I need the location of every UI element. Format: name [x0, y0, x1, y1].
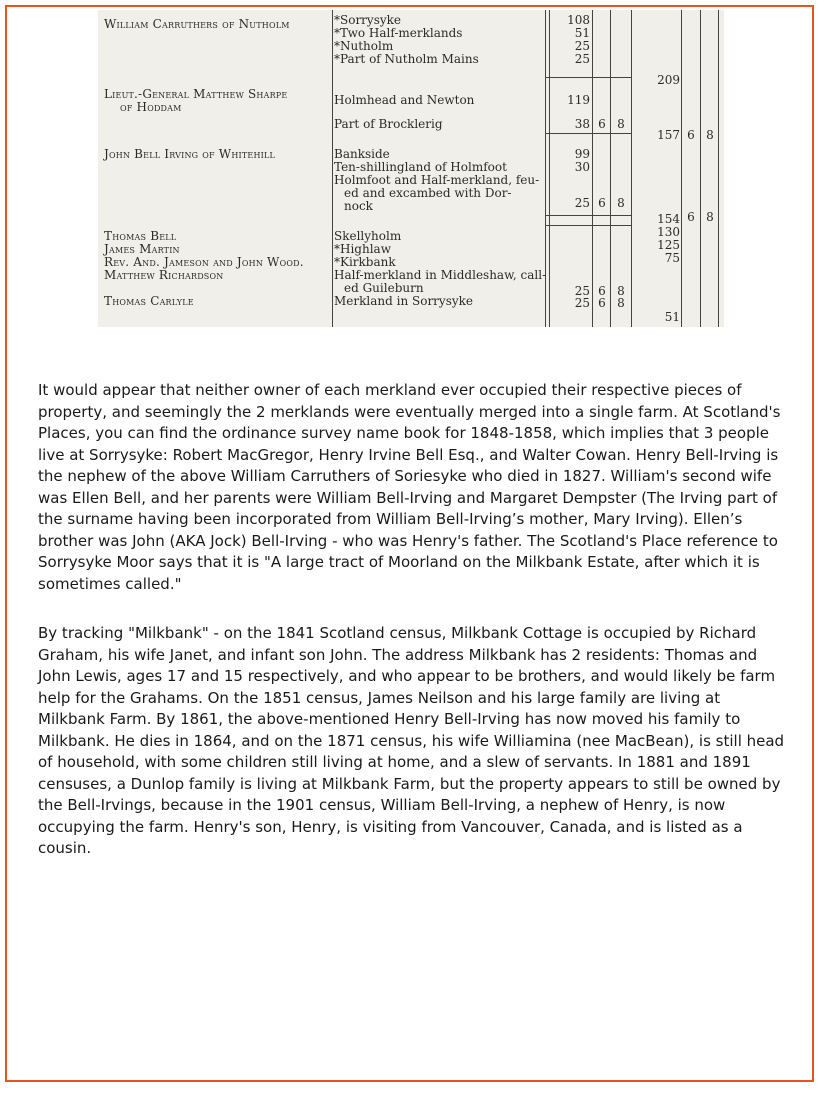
- acre-value: 30: [574, 160, 590, 174]
- body-paragraph: By tracking "Milkbank" - on the 1841 Scotland census, Milkbank Cottage is occupied by Richard Graham, his wife Janet, and infant son John. The address Milkbank has 2 residents: Thomas and John Lewis, ages 17 and 15 respectively, and who appear to be brothers, and would likely be farm help for the Grahams. On the 1851 census, James Neilson and his large family are living at Milkbank Farm. By 1861, the above-mentioned Henry Bell-Irving has now moved his family to Milkbank. He dies in 1864, and on the 1871 census, his wife Williamina (nee MacBean), is still head of household, with some children still living at home, and a slew of servants. In 1881 and 1891 censuses, a Dunlop family is living at Milkbank Farm, but the property appears to still be owned by the Bell-Irvings, because in the 1901 census, William Bell-Irving, a nephew of Henry, is now occupying the farm. Henry's son, Henry, is visiting from Vancouver, Canada, and is listed as a cousin.: [38, 624, 785, 857]
- total-value: 130: [657, 225, 680, 239]
- property-name: Ten-shillingland of Holmfoot: [334, 160, 507, 174]
- property-name: ed and excambed with Dor-: [344, 186, 512, 200]
- property-name: *Highlaw: [334, 242, 391, 256]
- subtotal-rule: [545, 215, 631, 216]
- property-name: Bankside: [334, 147, 390, 161]
- property-name: *Two Half-merklands: [334, 26, 463, 40]
- pence-value: 8: [617, 117, 625, 131]
- owner-name: Thomas Bell: [104, 229, 177, 243]
- property-name: Holmhead and Newton: [334, 93, 475, 107]
- column-rule: [681, 10, 682, 327]
- shilling-value: 6: [598, 117, 606, 131]
- total-pence: 8: [706, 210, 714, 224]
- property-name: Holmfoot and Half-merkland, feu-: [334, 173, 540, 187]
- owner-name: James Martin: [104, 242, 180, 256]
- property-name: Skellyholm: [334, 229, 402, 243]
- owner-name: Thomas Carlyle: [104, 294, 194, 308]
- pence-value: 8: [617, 284, 625, 298]
- shilling-value: 6: [598, 296, 606, 310]
- acre-value: 99: [574, 147, 590, 161]
- acre-value: 25: [574, 284, 590, 298]
- acre-value: 108: [567, 13, 590, 27]
- column-rule: [718, 10, 719, 327]
- property-name: *Nutholm: [334, 39, 394, 53]
- owner-name: Matthew Richardson: [104, 268, 224, 282]
- pence-value: 8: [617, 296, 625, 310]
- property-name: Half-merkland in Middleshaw, call-: [334, 268, 547, 282]
- column-rule: [700, 10, 701, 327]
- owner-name: Rev. And. Jameson and John Wood.: [104, 255, 304, 269]
- total-pence: 8: [706, 128, 714, 142]
- acre-value: 25: [574, 196, 590, 210]
- property-name: nock: [344, 199, 373, 213]
- body-paragraph: It would appear that neither owner of each merkland ever occupied their respective pieces of property, and seemingly the 2 merklands were eventually merged into a single farm. At Scotland's Places, you can find the ordinance survey name book for 1848-1858, which implies that 3 people live at Sorrysyke: Robert MacGregor, Henry Irvine Bell Esq., and Walter Cowan. Henry Bell-Irving is the nephew of the above William Carruthers of Soriesyke who died in 1827. William's second wife was Ellen Bell, and her parents were William Bell-Irving and Margaret Dempster (The Irving part of the surname having been incorporated from William Bell-Irving’s mother, Mary Irving). Ellen’s brother was John (AKA Jock) Bell-Irving - who was Henry's father. The Scotland's Place reference to Sorrysyke Moor says that it is "A large tract of Moorland on the Milkbank Estate, after which it is sometimes called.": [38, 381, 781, 593]
- column-rule: [592, 10, 593, 327]
- owner-name: William Carruthers of Nutholm: [104, 17, 290, 31]
- acre-value: 25: [574, 296, 590, 310]
- total-value: 125: [657, 238, 680, 252]
- column-rule: [332, 10, 333, 327]
- owner-name: Lieut.-General Matthew Sharpe: [104, 87, 288, 101]
- total-shilling: 6: [687, 210, 695, 224]
- subtotal-rule: [545, 225, 631, 226]
- total-value: 209: [657, 73, 680, 87]
- owner-name: John Bell Irving of Whitehill: [104, 147, 276, 161]
- scanned-register-table: [98, 10, 724, 327]
- pence-value: 8: [617, 196, 625, 210]
- property-name: Part of Brocklerig: [334, 117, 443, 131]
- owner-name: of Hoddam: [120, 100, 182, 114]
- total-value: 157: [657, 128, 680, 142]
- property-name: Merkland in Sorrysyke: [334, 294, 474, 308]
- property-name: *Sorrysyke: [334, 13, 402, 27]
- acre-value: 38: [574, 117, 590, 131]
- acre-value: 119: [567, 93, 590, 107]
- column-rule: [610, 10, 611, 327]
- shilling-value: 6: [598, 196, 606, 210]
- property-name: ed Guileburn: [344, 281, 424, 295]
- total-value: 51: [664, 310, 680, 324]
- subtotal-rule: [545, 77, 631, 78]
- acre-value: 25: [574, 52, 590, 66]
- subtotal-rule: [545, 133, 631, 134]
- property-name: *Kirkbank: [334, 255, 396, 269]
- acre-value: 25: [574, 39, 590, 53]
- total-value: 75: [664, 251, 680, 265]
- total-shilling: 6: [687, 128, 695, 142]
- shilling-value: 6: [598, 284, 606, 298]
- property-name: *Part of Nutholm Mains: [334, 52, 479, 66]
- column-rule: [631, 10, 632, 327]
- total-value: 154: [657, 212, 680, 226]
- acre-value: 51: [574, 26, 590, 40]
